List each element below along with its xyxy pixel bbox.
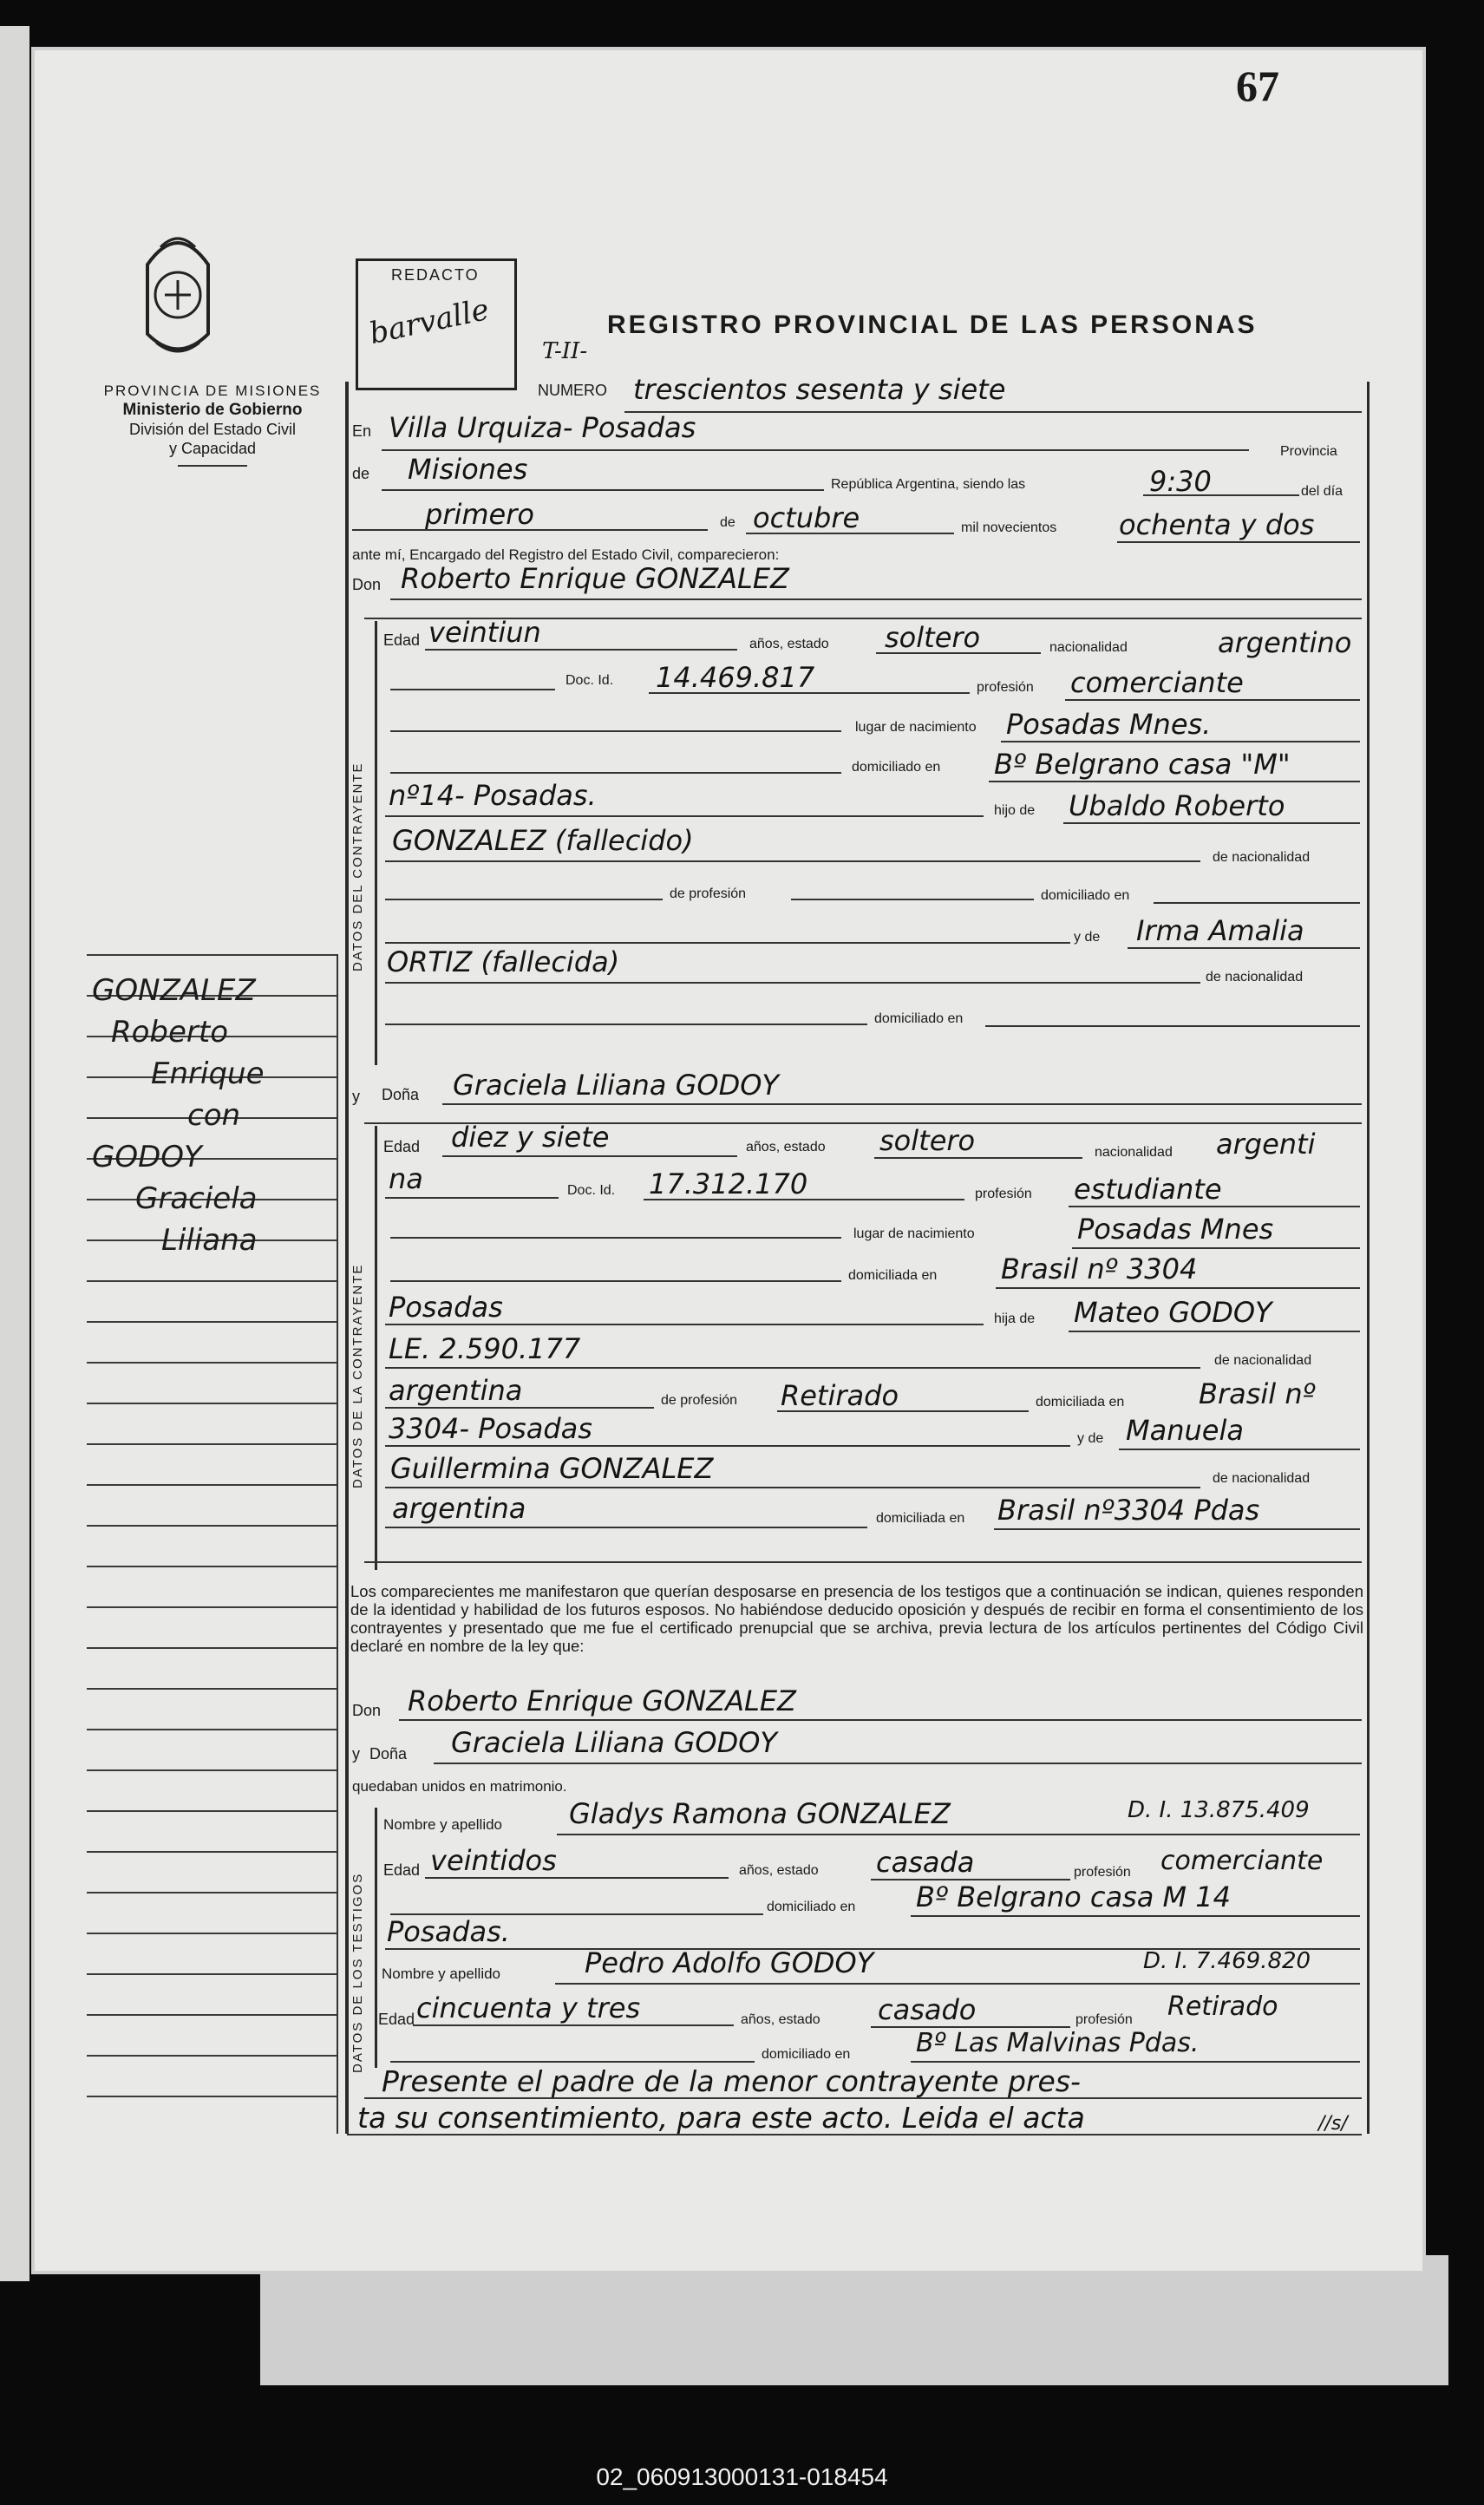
field-line [425,649,737,651]
domicilio-cont: nº14- Posadas. [389,779,597,812]
y-label: y [352,1745,360,1763]
field-line [1001,741,1360,742]
t2-nombre: Pedro Adolfo GODOY [585,1946,874,1979]
profesion-label: profesión [1075,2012,1133,2027]
field-line [390,2061,755,2063]
edad-label: Edad [383,631,421,649]
madre-value: Manuela [1126,1414,1244,1447]
field-line [385,982,1200,984]
hora-value: 9:30 [1149,465,1212,498]
de-value: Misiones [408,453,528,486]
t1-doc: D. I. 13.875.409 [1128,1797,1310,1823]
quedaban-text: quedaban unidos en matrimonio. [352,1778,567,1795]
ministry-line: Ministerio de Gobierno [122,401,303,419]
edad-label: Edad [383,1861,421,1879]
t2-estado: casado [878,1993,977,2026]
de2-label: de [720,515,735,530]
padre-value: Ubaldo Roberto [1069,789,1285,822]
margin-rule-line [87,1647,337,1649]
field-line [385,1487,1200,1488]
declaration-paragraph: Los comparecientes me manifestaron que querían desposarse en presencia de los testigos que a continuación se indican, quienes responden de la identidad y habilidad de los futuros esposos. No habiéndose deducido oposición y después de recibir en forma el consentimiento de los contrayentes y presentado que me fue el certificado prenupcial que se archiva, previa lectura de los artículos pertinentes del Código Civil declaré en nombre de la ley que: [350,1582,1363,1655]
t2-doc: D. I. 7.469.820 [1143,1948,1311,1974]
margin-note-line: con [187,1098,241,1133]
field-line [911,2061,1360,2063]
de-profesion-label: de profesión [661,1393,738,1408]
field-line [1117,541,1360,543]
y-de-label: y de [1077,1431,1104,1446]
issuer-header [87,382,338,467]
t2-dom: Bº Las Malvinas Pdas. [916,2028,1200,2058]
field-line [1143,494,1299,496]
margin-note-line: Roberto [111,1015,229,1050]
t1-nombre: Gladys Ramona GONZALEZ [569,1797,951,1830]
margin-rule-line [87,1769,337,1771]
dona-value: Graciela Liliana GODOY [453,1069,779,1102]
don-value: Roberto Enrique GONZALEZ [408,1684,796,1717]
domicilio-value: Brasil nº 3304 [1001,1252,1198,1285]
estado-value: soltero [885,621,981,654]
lugar-label: lugar de nacimiento [855,720,977,735]
field-line [1069,1331,1360,1332]
domiciliado-en-label: domiciliado en [1041,888,1130,903]
field-line [874,1157,1082,1159]
margin-rule-line [87,1810,337,1812]
lugar-value: Posadas Mnes. [1006,708,1212,741]
domiciliado-label: domiciliado en [767,1900,856,1914]
nacionalidad-value: argentino [1218,626,1352,659]
doc-value: 14.469.817 [656,661,815,694]
main-right-frame [1367,382,1370,2134]
margin-rule-line [87,1729,337,1730]
nombre-label: Nombre y apellido [382,1965,501,1982]
de-nacionalidad2-label: de nacionalidad [1213,1471,1311,1486]
margin-note-line: GODOY [92,1140,202,1174]
field-line [777,1410,1029,1412]
field-line [644,1199,964,1200]
nacionalidad-cont: na [389,1162,423,1195]
margin-rule-line [87,1525,337,1527]
closing-note-line: Presente el padre de la menor contrayente pres- [382,2064,1081,2098]
field-line [746,533,954,534]
margin-rule-line [87,1362,337,1364]
coat-of-arms-icon [130,213,226,369]
field-line [996,1287,1360,1289]
padre-cont: GONZALEZ (fallecido) [392,824,694,857]
domiciliado-label: domiciliado en [762,2047,851,2062]
field-line [1072,1247,1360,1249]
anios-label: años, estado [749,637,829,651]
redacto-label: REDACTO [391,266,480,284]
field-line [382,449,1249,451]
field-line [385,1527,867,1528]
field-line [385,860,1200,862]
margin-note-line: Enrique [151,1056,265,1091]
padre-doc: LE. 2.590.177 [389,1332,581,1365]
padre-dom: Brasil nº [1199,1377,1316,1410]
de-nacionalidad-label: de nacionalidad [1214,1353,1312,1368]
anios-label: años, estado [741,2012,820,2027]
field-line [390,1280,841,1282]
field-line [985,1025,1360,1027]
closing-mark: //s/ [1318,2113,1348,2135]
province-line: PROVINCIA DE MISIONES [103,383,322,399]
t1-estado: casada [876,1846,975,1879]
redacto-stamp [356,258,517,390]
page-number: 67 [1236,62,1279,110]
dona-label: Doña [382,1086,420,1103]
de-profesion-label: de profesión [670,886,747,901]
t1-dom-cont: Posadas. [387,1915,510,1948]
t1-edad: veintidos [430,1844,557,1877]
margin-note-line: Liliana [161,1223,258,1258]
testigos-side-label: DATOS DE LOS TESTIGOS [350,1872,365,2073]
profesion-value: comerciante [1070,666,1244,699]
field-line [352,529,708,531]
mes-value: octubre [753,501,860,534]
y-de-label: y de [1074,930,1101,945]
field-line [385,1324,984,1325]
profesion-label: profesión [975,1187,1032,1201]
edad-value: diez y siete [451,1121,610,1154]
division-line: División del Estado Civil [128,421,297,438]
madre-cont: ORTIZ (fallecida) [387,945,620,978]
mil-label: mil novecientos [961,520,1057,535]
domicilio-value: Bº Belgrano casa "M" [994,748,1291,781]
padre-nac: argentina [389,1374,523,1407]
field-line [413,2024,734,2026]
edad-value: veintiun [428,616,541,649]
de-label: de [352,465,370,482]
del-dia-label: del día [1301,484,1343,499]
field-line [989,781,1360,782]
field-line [624,411,1362,413]
field-line [425,1877,729,1879]
closing-note-line: ta su consentimiento, para este acto. Leida el acta [357,2101,1085,2135]
field-line [1154,902,1360,904]
margin-rule-line [87,954,337,956]
domiciliada-en-label: domiciliada en [1036,1395,1125,1409]
field-line [557,1834,1360,1835]
margin-rule-line [87,1321,337,1323]
field-line [385,1445,1070,1447]
lugar-value: Posadas Mnes [1077,1213,1274,1246]
margin-rule-line [87,1933,337,1934]
field-line [385,1367,1200,1369]
margin-rule-line [87,2055,337,2057]
footer-code: 02_060913000131-018454 [596,2463,888,2490]
field-line [994,1528,1360,1530]
padre-value: Mateo GODOY [1074,1296,1272,1329]
contrayenta-side-label: DATOS DE LA CONTRAYENTE [350,1263,365,1488]
padre-prof: Retirado [781,1379,899,1412]
margin-rule-line [87,1443,337,1445]
main-left-frame [345,382,349,2134]
anio-value: ochenta y dos [1119,508,1315,541]
nombre-label: Nombre y apellido [383,1816,503,1833]
republica-label: República Argentina, siendo las [831,477,1026,492]
field-line [1128,947,1360,949]
margin-rule-line [87,1606,337,1608]
t2-edad: cincuenta y tres [416,1992,641,2024]
field-line [555,1983,1360,1985]
field-line [385,899,663,900]
madre-value: Irma Amalia [1136,914,1304,947]
numero-label: NUMERO [538,382,607,399]
volume-mark: T-II- [542,338,588,364]
numero-value: trescientos sesenta y siete [633,373,1006,406]
field-line [1069,1206,1360,1207]
edad-label: Edad [383,1138,421,1155]
lugar-label: lugar de nacimiento [853,1226,975,1241]
ante-text: ante mí, Encargado del Registro del Estado Civil, comparecieron: [352,546,780,563]
field-line [390,1237,841,1239]
field-line [385,942,1070,944]
field-line [791,899,1034,900]
contrayenta-section [375,1126,377,1570]
margin-rule-line [87,1892,337,1893]
margin-rule-line [87,1688,337,1690]
de-nacionalidad2-label: de nacionalidad [1206,970,1304,984]
margin-rule-line [87,1403,337,1404]
document-title: REGISTRO PROVINCIAL DE LAS PERSONAS [607,311,1258,339]
t1-prof: comerciante [1160,1846,1324,1876]
margin-rule-line [87,2096,337,2097]
field-line [649,692,970,694]
madre-cont: Guillermina GONZALEZ [390,1452,714,1485]
field-line [442,1103,1362,1105]
anios-label: años, estado [746,1140,826,1154]
en-value: Villa Urquiza- Posadas [389,411,696,444]
de-nacionalidad-label: de nacionalidad [1213,850,1311,865]
madre-nac: argentina [392,1492,526,1525]
underlying-page [260,2255,1448,2385]
hijo-label: hijo de [994,803,1036,818]
field-line [385,1197,559,1199]
contrayente-side-label: DATOS DEL CONTRAYENTE [350,762,365,971]
field-line [399,1719,1362,1721]
t2-prof: Retirado [1167,1992,1278,2022]
field-line [434,1763,1362,1764]
field-line [876,652,1041,654]
margin-note [92,970,265,1261]
madre-dom: Brasil nº3304 Pdas [997,1494,1260,1527]
capacity-line: y Capacidad [168,440,257,457]
field-line [390,689,555,690]
profesion-value: estudiante [1074,1173,1222,1206]
field-line [1065,699,1360,701]
field-line [385,815,984,817]
field-line [442,1155,737,1157]
field-line [364,2097,1362,2099]
field-line [1119,1449,1360,1450]
margin-rule-line [87,1851,337,1853]
margin-rule-line [87,1973,337,1975]
dona-value: Graciela Liliana GODOY [451,1726,777,1759]
field-line [390,598,1362,600]
provincia-label: Provincia [1280,444,1337,459]
redacto-signature: barvalle [366,291,493,352]
domiciliada-label: domiciliada en [848,1268,938,1283]
nacionalidad-label: nacionalidad [1049,640,1128,655]
nacionalidad-value: argenti [1216,1128,1316,1161]
header-rule [178,465,247,467]
edad-label: Edad [378,2011,415,2028]
domiciliada2-label: domiciliada en [876,1511,965,1526]
don-label: Don [352,576,382,593]
anios-label: años, estado [739,1863,819,1878]
field-line [911,1915,1360,1917]
field-line [347,2134,1362,2135]
margin-rule-line [87,1484,337,1486]
field-line [364,1561,1362,1563]
field-line [1063,822,1360,824]
margin-rule-line [87,2014,337,2016]
field-line [390,730,841,732]
t1-dom: Bº Belgrano casa M 14 [916,1880,1231,1913]
field-line [385,1024,867,1025]
book-spine [0,26,29,2281]
profesion-label: profesión [1074,1865,1131,1880]
domiciliado-label: domiciliado en [852,760,941,775]
doc-label: Doc. Id. [565,673,614,688]
don-label: Don [352,1702,382,1719]
hija-label: hija de [994,1311,1036,1326]
padre-dom-cont: 3304- Posadas [389,1412,592,1445]
y-label: y [352,1088,360,1105]
domicilio-cont: Posadas [389,1291,503,1324]
dia-value: primero [425,498,534,531]
don-value: Roberto Enrique GONZALEZ [401,562,789,595]
testigos-section [375,1808,377,2068]
nacionalidad-label: nacionalidad [1095,1145,1173,1160]
margin-rule-line [87,1566,337,1567]
domiciliado2-label: domiciliado en [874,1011,964,1026]
doc-label: Doc. Id. [567,1183,616,1198]
margin-note-line: Graciela [135,1181,258,1216]
estado-value: soltero [879,1124,976,1157]
dona-label: Doña [369,1745,408,1763]
field-line [390,772,841,774]
contrayente-section [375,621,377,1065]
margin-rule-line [87,1280,337,1282]
en-label: En [352,422,372,440]
field-line [382,489,824,491]
profesion-label: profesión [977,680,1034,695]
margin-note-line: GONZALEZ [92,973,256,1008]
field-line [385,1407,654,1409]
doc-value: 17.312.170 [649,1167,808,1200]
